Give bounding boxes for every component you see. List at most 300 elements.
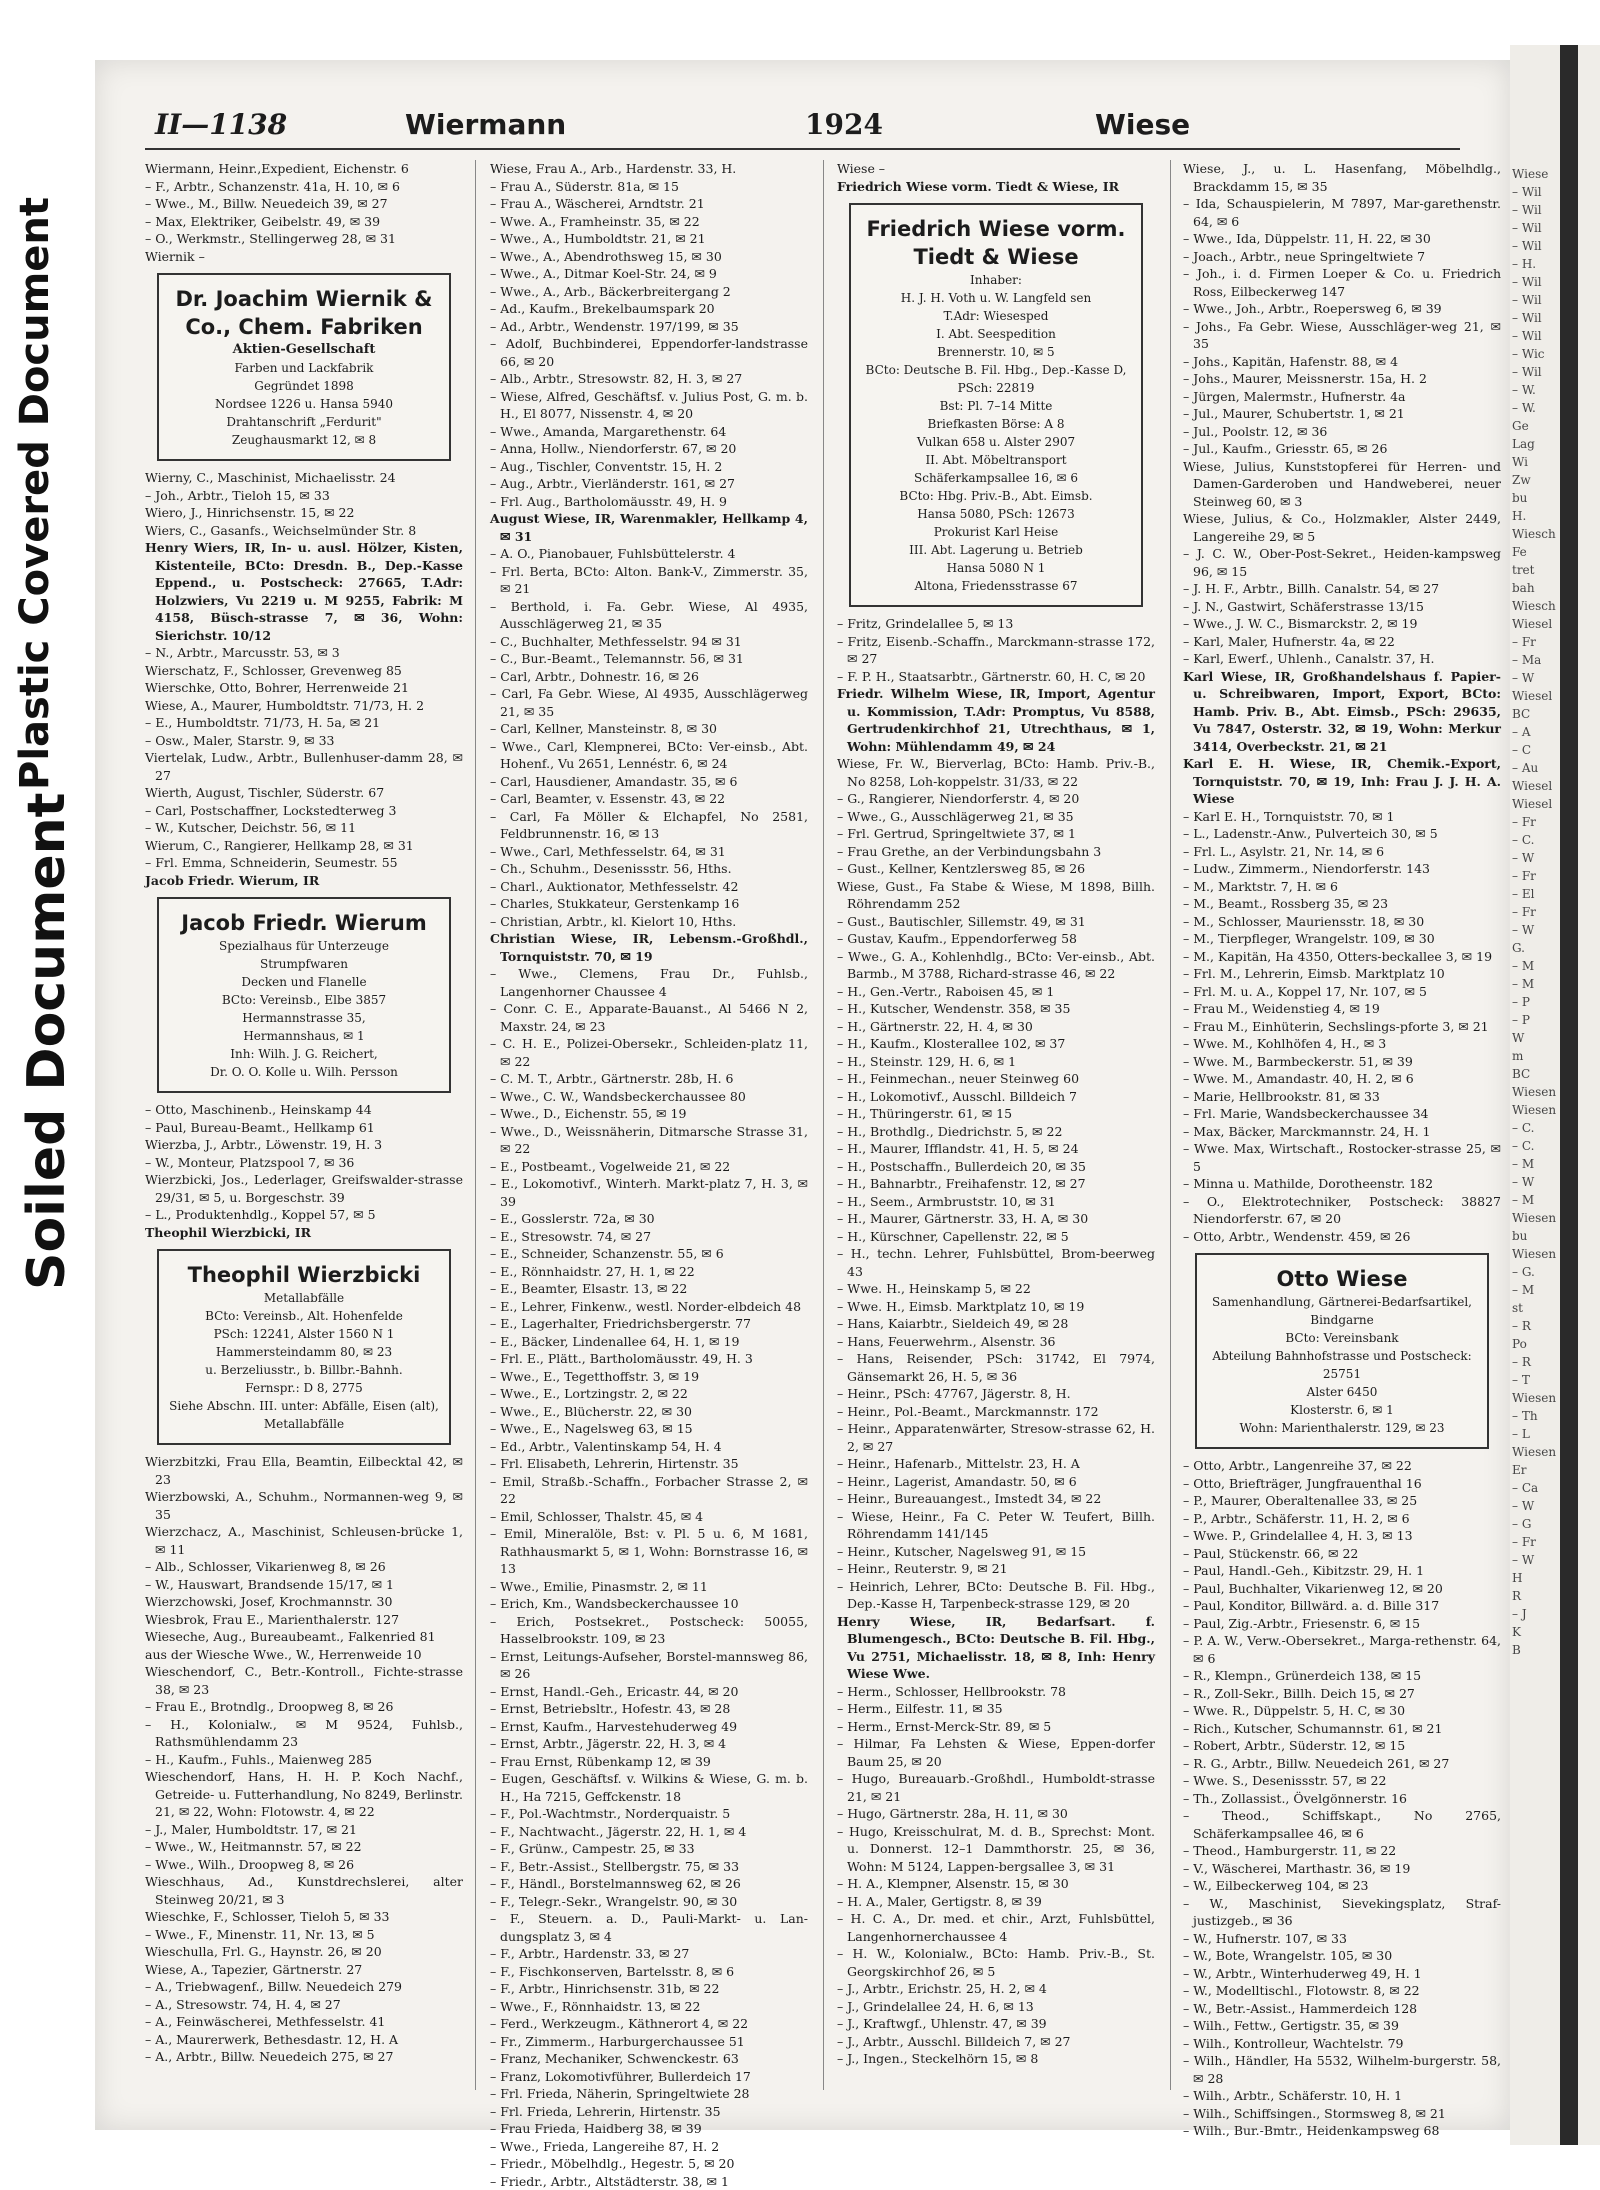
directory-entry: – R., Zoll-Sekr., Billh. Deich 15, ✉ 27 (1183, 1685, 1501, 1703)
edge-text-fragment: R (1512, 1587, 1558, 1605)
ad-line: BCto: Deutsche B. Fil. Hbg., Dep.-Kasse D, PSch: 22819 (859, 361, 1133, 397)
directory-entry: – W., Bote, Wrangelstr. 105, ✉ 30 (1183, 1947, 1501, 1965)
column-separator (823, 160, 824, 2090)
page-header (155, 108, 1450, 148)
edge-text-fragment: – Fr (1512, 813, 1558, 831)
edge-text-fragment: – Fr (1512, 1533, 1558, 1551)
header-name-right: Wiese (1095, 108, 1190, 141)
directory-entry: – Wwe., F., Minenstr. 11, Nr. 13, ✉ 5 (145, 1926, 463, 1944)
directory-entry: – Gust., Kellner, Kentzlersweg 85, ✉ 26 (837, 860, 1155, 878)
directory-entry: – Ludw., Zimmerm., Niendorferstr. 143 (1183, 860, 1501, 878)
directory-entry: – Heinr., PSch: 47767, Jägerstr. 8, H. (837, 1385, 1155, 1403)
directory-entry: – Ferd., Werkzeugm., Käthnerort 4, ✉ 22 (490, 2015, 808, 2033)
directory-entry: – N., Arbtr., Marcusstr. 53, ✉ 3 (145, 644, 463, 662)
edge-text-fragment: – Wil (1512, 363, 1558, 381)
directory-entry: – Anna, Hollw., Niendorferstr. 67, ✉ 20 (490, 440, 808, 458)
edge-text-fragment: – P (1512, 1011, 1558, 1029)
edge-text-fragment: Wiesen (1512, 1083, 1558, 1101)
directory-entry: – E., Stresowstr. 74, ✉ 27 (490, 1228, 808, 1246)
directory-entry: Wiesbrok, Frau E., Marienthalerstr. 127 (145, 1611, 463, 1629)
directory-entry: Karl E. H. Wiese, IR, Chemik.-Export, Tornquiststr. 70, ✉ 19, Inh: Frau J. J. H. A. Wiese (1183, 755, 1501, 808)
directory-entry: – Johs., Maurer, Meissnerstr. 15a, H. 2 (1183, 370, 1501, 388)
directory-entry: – Fritz, Grindelallee 5, ✉ 13 (837, 615, 1155, 633)
ad-line: Spezialhaus für Unterzeuge (167, 937, 441, 955)
directory-entry: – Wilh., Arbtr., Schäferstr. 10, H. 1 (1183, 2087, 1501, 2105)
edge-text-fragment: Po (1512, 1335, 1558, 1353)
edge-text-fragment: – W (1512, 1497, 1558, 1515)
directory-entry: – R. G., Arbtr., Billw. Neuedeich 261, ✉ 27 (1183, 1755, 1501, 1773)
directory-entry: – Minna u. Mathilde, Dorotheenstr. 182 (1183, 1175, 1501, 1193)
ad-line: BCto: Hbg. Priv.-B., Abt. Eimsb. (859, 487, 1133, 505)
edge-text-fragment: Wiesen (1512, 1245, 1558, 1263)
directory-entry: – Wwe. Max, Wirtschaft., Rostocker-strasse 25, ✉ 5 (1183, 1140, 1501, 1175)
directory-entry: – Charl., Auktionator, Methfesselstr. 42 (490, 878, 808, 896)
edge-text-fragment: – Au (1512, 759, 1558, 777)
edge-text-fragment: – Wic (1512, 345, 1558, 363)
directory-entry: – Carl, Fa Möller & Elchapfel, No 2581, Feldbrunnenstr. 16, ✉ 13 (490, 808, 808, 843)
directory-entry: – G., Rangierer, Niendorferstr. 4, ✉ 20 (837, 790, 1155, 808)
directory-entry: – Frl. Frieda, Lehrerin, Hirtenstr. 35 (490, 2103, 808, 2121)
directory-entry: – Wwe., Amanda, Margarethenstr. 64 (490, 423, 808, 441)
edge-text-fragment: K (1512, 1623, 1558, 1641)
directory-entry: – E., Rönnhaidstr. 27, H. 1, ✉ 22 (490, 1263, 808, 1281)
directory-entry: – Karl E. H., Tornquiststr. 70, ✉ 1 (1183, 808, 1501, 826)
directory-entry: – Wwe., A., Ditmar Koel-Str. 24, ✉ 9 (490, 265, 808, 283)
edge-text-fragment: G. (1512, 939, 1558, 957)
directory-entry: – Theod., Hamburgerstr. 11, ✉ 22 (1183, 1842, 1501, 1860)
directory-entry: – Alb., Arbtr., Stresowstr. 82, H. 3, ✉ 27 (490, 370, 808, 388)
directory-entry: – Friedr., Möbelhdlg., Hegestr. 5, ✉ 20 (490, 2155, 808, 2173)
directory-entry: – J. H. F., Arbtr., Billh. Canalstr. 54, ✉ 27 (1183, 580, 1501, 598)
directory-entry: – Frau A., Süderstr. 81a, ✉ 15 (490, 178, 808, 196)
directory-entry: – Heinr., Lagerist, Amandastr. 50, ✉ 6 (837, 1473, 1155, 1491)
edge-text-fragment: Wiese (1512, 165, 1558, 183)
edge-text-fragment: Wiesen (1512, 1209, 1558, 1227)
ad-line: PSch: 12241, Alster 1560 N 1 (167, 1325, 441, 1343)
directory-entry: – H., Steinstr. 129, H. 6, ✉ 1 (837, 1053, 1155, 1071)
directory-entry: Wierzchowski, Josef, Krochmannstr. 30 (145, 1593, 463, 1611)
directory-entry: – H., Gen.-Vertr., Raboisen 45, ✉ 1 (837, 983, 1155, 1001)
directory-entry: – Heinr., Kutscher, Nagelsweg 91, ✉ 15 (837, 1543, 1155, 1561)
scanned-page (95, 60, 1510, 2130)
edge-text-fragment: – Fr (1512, 867, 1558, 885)
directory-entry: Wiese – (837, 160, 1155, 178)
directory-entry: Wiermann, Heinr.,Expedient, Eichenstr. 6 (145, 160, 463, 178)
directory-entry: Henry Wiers, IR, In- u. ausl. Hölzer, Kisten, Kistenteile, BCto: Dresdn. B., Dep.-Kasse Eppend., u. Postscheck: 27665, T.Adr: Holzwiers, Vu 2219 u. M 9255, Fabrik: M 4158, Büsch-strasse 7, ✉ 36, Wohn: Sierichstr. 10/12 (145, 539, 463, 644)
directory-entry: – F., Telegr.-Sekr., Wrangelstr. 90, ✉ 30 (490, 1893, 808, 1911)
directory-entry: – M., Kapitän, Ha 4350, Otters-beckallee 3, ✉ 19 (1183, 948, 1501, 966)
directory-entry: – H., Lokomotivf., Ausschl. Billdeich 7 (837, 1088, 1155, 1106)
edge-text-fragment: H. (1512, 507, 1558, 525)
directory-entry: – Wwe., Joh., Arbtr., Roepersweg 6, ✉ 39 (1183, 300, 1501, 318)
directory-entry: – Frl. L., Asylstr. 21, Nr. 14, ✉ 6 (1183, 843, 1501, 861)
directory-entry: – Hans, Reisender, PSch: 31742, El 7974, Gänsemarkt 26, H. 5, ✉ 36 (837, 1350, 1155, 1385)
ad-wierum (157, 897, 451, 1093)
ad-line: Hansa 5080 N 1 (859, 559, 1133, 577)
directory-entry: Wiese, A., Maurer, Humboldtstr. 71/73, H. 2 (145, 697, 463, 715)
directory-entry: – Heinr., Pol.-Beamt., Marckmannstr. 172 (837, 1403, 1155, 1421)
directory-entry: Wieschendorf, Hans, H. H. P. Koch Nachf., Getreide- u. Futterhandlung, No 8249, Berlinstr. 21, ✉ 22, Wohn: Flotowstr. 4, ✉ 22 (145, 1768, 463, 1821)
directory-entry: Wierzbitzki, Frau Ella, Beamtin, Eilbecktal 42, ✉ 23 (145, 1453, 463, 1488)
directory-entry: Wiero, J., Hinrichsenstr. 15, ✉ 22 (145, 504, 463, 522)
directory-entry: – L., Produktenhdlg., Koppel 57, ✉ 5 (145, 1206, 463, 1224)
directory-entry: – Osw., Maler, Starstr. 9, ✉ 33 (145, 732, 463, 750)
directory-entry: – Wwe., E., Lortzingstr. 2, ✉ 22 (490, 1385, 808, 1403)
directory-entry: – Carl, Kellner, Mansteinstr. 8, ✉ 30 (490, 720, 808, 738)
directory-entry: – Wwe., A., Humboldtstr. 21, ✉ 21 (490, 230, 808, 248)
directory-entry: – Ernst, Betriebsltr., Hofestr. 43, ✉ 28 (490, 1700, 808, 1718)
directory-entry: – Karl, Ewerf., Uhlenh., Canalstr. 37, H. (1183, 650, 1501, 668)
ad-line: Zeughausmarkt 12, ✉ 8 (167, 431, 441, 449)
edge-text-fragment: Wiesch (1512, 525, 1558, 543)
directory-entry: – Frl. Berta, BCto: Alton. Bank-V., Zimmerstr. 35, ✉ 21 (490, 563, 808, 598)
directory-entry: – Heinr., Hafenarb., Mittelstr. 23, H. A (837, 1455, 1155, 1473)
directory-entry: – Wwe., Carl, Klempnerei, BCto: Ver-einsb., Abt. Hohenf., Vu 2651, Lennéstr. 6, ✉ 24 (490, 738, 808, 773)
directory-entry: – Fr., Zimmerm., Harburgerchaussee 51 (490, 2033, 808, 2051)
ad-line: Farben und Lackfabrik (167, 359, 441, 377)
directory-entry: – Wilh., Schiffsingen., Stormsweg 8, ✉ 21 (1183, 2105, 1501, 2123)
ad-friedrich-wiese (849, 203, 1143, 607)
edge-text-fragment: bu (1512, 489, 1558, 507)
directory-entry: – H., techn. Lehrer, Fuhlsbüttel, Brom-beerweg 43 (837, 1245, 1155, 1280)
ad-line: Abteilung Bahnhofstrasse und Postscheck: 25751 (1205, 1347, 1479, 1383)
directory-entry: – W., Maschinist, Sievekingsplatz, Straf-justizgeb., ✉ 36 (1183, 1895, 1501, 1930)
edge-text-fragment: m (1512, 1047, 1558, 1065)
directory-entry: – H., Maurer, Gärtnerstr. 33, H. A, ✉ 30 (837, 1210, 1155, 1228)
ad-line: Strumpfwaren (167, 955, 441, 973)
edge-text-fragment: – M (1512, 975, 1558, 993)
directory-entry: – H. A., Maler, Gertigstr. 8, ✉ 39 (837, 1893, 1155, 1911)
directory-entry: Wiese, A., Tapezier, Gärtnerstr. 27 (145, 1961, 463, 1979)
directory-entry: – Frl. E., Plätt., Bartholomäusstr. 49, H. 3 (490, 1350, 808, 1368)
plastic-covered-label: Plastic Covered Document (12, 197, 58, 790)
directory-entry: – C., Bur.-Beamt., Telemannstr. 56, ✉ 31 (490, 650, 808, 668)
directory-entry: – W., Eilbeckerweg 104, ✉ 23 (1183, 1877, 1501, 1895)
header-name-left: Wiermann (405, 108, 566, 141)
directory-entry: – Wwe. M., Kohlhöfen 4, H., ✉ 3 (1183, 1035, 1501, 1053)
ad-line: Metallabfälle (167, 1289, 441, 1307)
directory-entry: – Frl. Marie, Wandsbeckerchaussee 34 (1183, 1105, 1501, 1123)
directory-entry: – Wwe., E., Tegetthoffstr. 3, ✉ 19 (490, 1368, 808, 1386)
directory-entry: Wieschhaus, Ad., Kunstdrechslerei, alter Steinweg 20/21, ✉ 3 (145, 1873, 463, 1908)
directory-entry: – Hugo, Bureauarb.-Großhdl., Humboldt-strasse 21, ✉ 21 (837, 1770, 1155, 1805)
directory-entry: – J., Grindelallee 24, H. 6, ✉ 13 (837, 1998, 1155, 2016)
directory-entry: – H., Brothdlg., Diedrichstr. 5, ✉ 22 (837, 1123, 1155, 1141)
edge-text-fragment: – Wil (1512, 273, 1558, 291)
edge-text-fragment: – El (1512, 885, 1558, 903)
edge-text-fragment: – P (1512, 993, 1558, 1011)
directory-entry: Wierzba, J., Arbtr., Löwenstr. 19, H. 3 (145, 1136, 463, 1154)
directory-entry: – Carl, Beamter, v. Essenstr. 43, ✉ 22 (490, 790, 808, 808)
directory-entry: – Carl, Arbtr., Dohnestr. 16, ✉ 26 (490, 668, 808, 686)
directory-entry: – E., Humboldtstr. 71/73, H. 5a, ✉ 21 (145, 714, 463, 732)
column-1 (145, 160, 463, 2090)
edge-text-fragment: – G. (1512, 1263, 1558, 1281)
directory-entry: – Frau E., Brotndlg., Droopweg 8, ✉ 26 (145, 1698, 463, 1716)
directory-entry: Karl Wiese, IR, Großhandelshaus f. Papier- u. Schreibwaren, Import, Export, BCto: Hamb. Priv. B., Abt. Eimsb., PSch: 29635, Vu 7847, Osterstr. 32, ✉ 19, Wohn: Merkur 3414, Overbeckstr. 21, ✉ 21 (1183, 668, 1501, 756)
directory-entry: – H., Feinmechan., neuer Steinweg 60 (837, 1070, 1155, 1088)
directory-entry: – H. W., Kolonialw., BCto: Hamb. Priv.-B., St. Georgskirchhof 26, ✉ 5 (837, 1945, 1155, 1980)
directory-entry: – W., Modelltischl., Flotowstr. 8, ✉ 22 (1183, 1982, 1501, 2000)
directory-entry: aus der Wiesche Wwe., W., Herrenweide 10 (145, 1646, 463, 1664)
directory-entry: – E., Lagerhalter, Friedrichsbergerstr. 77 (490, 1315, 808, 1333)
directory-entry: – W., Betr.-Assist., Hammerdeich 128 (1183, 2000, 1501, 2018)
edge-text-fragment: BC (1512, 705, 1558, 723)
directory-entry: – F., Betr.-Assist., Stellbergstr. 75, ✉ 33 (490, 1858, 808, 1876)
directory-entry: – Otto, Briefträger, Jungfrauenthal 16 (1183, 1475, 1501, 1493)
directory-entry: – Hugo, Kreisschulrat, M. d. B., Sprechst: Mont. u. Donnerst. 12–1 Dammthorstr. 25, ✉ 36, Wohn: M 5124, Lappen-bergsallee 3, ✉ 31 (837, 1823, 1155, 1876)
directory-entry: – Wwe., C. W., Wandsbeckerchaussee 80 (490, 1088, 808, 1106)
edge-text-fragment: – W (1512, 921, 1558, 939)
ad-line: u. Berzeliusstr., b. Billbr.-Bahnh. (167, 1361, 441, 1379)
directory-entry: – Wilh., Bur.-Bmtr., Heidenkampsweg 68 (1183, 2122, 1501, 2140)
directory-entry: – E., Beamter, Elsastr. 13, ✉ 22 (490, 1280, 808, 1298)
directory-entry: – E., Lokomotivf., Winterh. Markt-platz 7, H. 3, ✉ 39 (490, 1175, 808, 1210)
directory-entry: – Ad., Kaufm., Brekelbaumspark 20 (490, 300, 808, 318)
directory-entry: – Wwe., Emilie, Pinasmstr. 2, ✉ 11 (490, 1578, 808, 1596)
directory-entry: – Paul, Buchhalter, Vikarienweg 12, ✉ 20 (1183, 1580, 1501, 1598)
directory-entry: Henry Wiese, IR, Bedarfsart. f. Blumengesch., BCto: Deutsche B. Fil. Hbg., Vu 2751, Michaelisstr. 18, ✉ 8, Inh: Henry Wiese Wwe. (837, 1613, 1155, 1683)
directory-entry: – Frl. Gertrud, Springeltwiete 37, ✉ 1 (837, 825, 1155, 843)
directory-entry: – F., Nachtwacht., Jägerstr. 22, H. 1, ✉ 4 (490, 1823, 808, 1841)
directory-entry: – Otto, Arbtr., Wendenstr. 459, ✉ 26 (1183, 1228, 1501, 1246)
directory-entry: Wiers, C., Gasanfs., Weichselmünder Str. 8 (145, 522, 463, 540)
directory-entry: – Wwe., G. A., Kohlenhdlg., BCto: Ver-einsb., Abt. Barmb., M 3788, Richard-strasse 46, ✉ 22 (837, 948, 1155, 983)
directory-entry: Wierum, C., Rangierer, Hellkamp 28, ✉ 31 (145, 837, 463, 855)
directory-entry: – H., Maurer, Ifflandstr. 41, H. 5, ✉ 24 (837, 1140, 1155, 1158)
directory-entry: – C., Buchhalter, Methfesselstr. 94 ✉ 31 (490, 633, 808, 651)
directory-entry: Wiese, Gust., Fa Stabe & Wiese, M 1898, Billh. Röhrendamm 252 (837, 878, 1155, 913)
edge-text-fragment: – W (1512, 1551, 1558, 1569)
directory-entry: – Erich, Km., Wandsbeckerchaussee 10 (490, 1595, 808, 1613)
directory-entry: – Wwe. H., Heinskamp 5, ✉ 22 (837, 1280, 1155, 1298)
directory-entry: – Emil, Straßb.-Schaffn., Forbacher Strasse 2, ✉ 22 (490, 1473, 808, 1508)
edge-text-fragment: – Ma (1512, 651, 1558, 669)
directory-entry: – H., Seem., Armbruststr. 10, ✉ 31 (837, 1193, 1155, 1211)
edge-text-fragment: – C. (1512, 1119, 1558, 1137)
directory-entry: – Ad., Arbtr., Wendenstr. 197/199, ✉ 35 (490, 318, 808, 336)
ad-line: Briefkasten Börse: A 8 (859, 415, 1133, 433)
edge-text-fragment: – M (1512, 1281, 1558, 1299)
column-2 (490, 160, 808, 2090)
ad-line: I. Abt. Seespedition (859, 325, 1133, 343)
column-separator (1170, 160, 1171, 2090)
directory-entry: – Wwe., D., Weissnäherin, Ditmarsche Strasse 31, ✉ 22 (490, 1123, 808, 1158)
directory-entry: – Wiese, Heinr., Fa C. Peter W. Teufert, Billh. Röhrendamm 141/145 (837, 1508, 1155, 1543)
ad-line: Dr. O. O. Kolle u. Wilh. Persson (167, 1063, 441, 1081)
edge-text-fragment: Er (1512, 1461, 1558, 1479)
directory-entry: – Franz, Mechaniker, Schwenckestr. 63 (490, 2050, 808, 2068)
directory-entry: – J. C. W., Ober-Post-Sekret., Heiden-kampsweg 96, ✉ 15 (1183, 545, 1501, 580)
edge-text-fragment: – Ca (1512, 1479, 1558, 1497)
ad-line: BCto: Vereinsb., Elbe 3857 (167, 991, 441, 1009)
directory-entry: – Wwe., E., Nagelsweg 63, ✉ 15 (490, 1420, 808, 1438)
directory-entry: – Ed., Arbtr., Valentinskamp 54, H. 4 (490, 1438, 808, 1456)
directory-entry: – Frl. Emma, Schneiderin, Seumestr. 55 (145, 854, 463, 872)
directory-entry: – Paul, Handl.-Geh., Kibitzstr. 29, H. 1 (1183, 1562, 1501, 1580)
directory-entry: – Charles, Stukkateur, Gerstenkamp 16 (490, 895, 808, 913)
edge-text-fragment: Wi (1512, 453, 1558, 471)
directory-entry: – Rich., Kutscher, Schumannstr. 61, ✉ 21 (1183, 1720, 1501, 1738)
directory-entry: – Frau A., Wäscherei, Arndtstr. 21 (490, 195, 808, 213)
directory-entry: Friedrich Wiese vorm. Tiedt & Wiese, IR (837, 178, 1155, 196)
directory-entry: – Johs., Fa Gebr. Wiese, Ausschläger-weg 21, ✉ 35 (1183, 318, 1501, 353)
edge-text-fragment: – Wil (1512, 237, 1558, 255)
directory-entry: – C. M. T., Arbtr., Gärtnerstr. 28b, H. 6 (490, 1070, 808, 1088)
directory-entry: – Heinr., Apparatenwärter, Stresow-strasse 62, H. 2, ✉ 27 (837, 1420, 1155, 1455)
edge-text-fragment: – W (1512, 849, 1558, 867)
directory-entry: – W., Kutscher, Deichstr. 56, ✉ 11 (145, 819, 463, 837)
edge-text-fragment: – H. (1512, 255, 1558, 273)
directory-entry: – Wwe. M., Amandastr. 40, H. 2, ✉ 6 (1183, 1070, 1501, 1088)
directory-entry: Wiese, J., u. L. Hasenfang, Möbelhdlg., Brackdamm 15, ✉ 35 (1183, 160, 1501, 195)
directory-entry: – Carl, Hausdiener, Amandastr. 35, ✉ 6 (490, 773, 808, 791)
directory-entry: Wierny, C., Maschinist, Michaelisstr. 24 (145, 469, 463, 487)
directory-entry: – R., Klempn., Grünerdeich 138, ✉ 15 (1183, 1667, 1501, 1685)
column-separator (475, 160, 476, 2090)
edge-text-fragment: – T (1512, 1371, 1558, 1389)
directory-entry: – Robert, Arbtr., Süderstr. 12, ✉ 15 (1183, 1737, 1501, 1755)
directory-entry: – Johs., Kapitän, Hafenstr. 88, ✉ 4 (1183, 353, 1501, 371)
directory-entry: – Fritz, Eisenb.-Schaffn., Marckmann-strasse 172, ✉ 27 (837, 633, 1155, 668)
directory-entry: – Wwe., Wilh., Droopweg 8, ✉ 26 (145, 1856, 463, 1874)
directory-entry: – M., Tierpfleger, Wrangelstr. 109, ✉ 30 (1183, 930, 1501, 948)
directory-entry: – Carl, Postschaffner, Lockstedterweg 3 (145, 802, 463, 820)
directory-entry: – Paul, Zig.-Arbtr., Friesenstr. 6, ✉ 15 (1183, 1615, 1501, 1633)
directory-entry: – V., Wäscherei, Marthastr. 36, ✉ 19 (1183, 1860, 1501, 1878)
directory-entry: – M., Beamt., Rossberg 35, ✉ 23 (1183, 895, 1501, 913)
edge-text-fragment: – Wil (1512, 201, 1558, 219)
header-rule (145, 148, 1460, 150)
edge-text-fragment: bu (1512, 1227, 1558, 1245)
directory-entry: – A. O., Pianobauer, Fuhlsbüttelerstr. 4 (490, 545, 808, 563)
directory-entry: – Wwe., G., Ausschlägerweg 21, ✉ 35 (837, 808, 1155, 826)
directory-entry: – C. H. E., Polizei-Obersekr., Schleiden-platz 11, ✉ 22 (490, 1035, 808, 1070)
directory-entry: – Wwe. H., Eimsb. Marktplatz 10, ✉ 19 (837, 1298, 1155, 1316)
directory-entry: Wiese, Fr. W., Bierverlag, BCto: Hamb. Priv.-B., No 8258, Loh-koppelstr. 31/33, ✉ 22 (837, 755, 1155, 790)
edge-text-fragment: Fe (1512, 543, 1558, 561)
directory-entry: – H., Kaufm., Fuhls., Maienweg 285 (145, 1751, 463, 1769)
ad-line: Inh: Wilh. J. G. Reichert, (167, 1045, 441, 1063)
directory-entry: – A., Maurerwerk, Bethesdastr. 12, H. A (145, 2031, 463, 2049)
edge-text-fragment: – Wil (1512, 183, 1558, 201)
directory-entry: – F., Arbtr., Schanzenstr. 41a, H. 10, ✉ 6 (145, 178, 463, 196)
directory-entry: – Joh., Arbtr., Tieloh 15, ✉ 33 (145, 487, 463, 505)
edge-text-fragment: – Wil (1512, 327, 1558, 345)
directory-entry: – Hilmar, Fa Lehsten & Wiese, Eppen-dorfer Baum 25, ✉ 20 (837, 1735, 1155, 1770)
ad-title: Otto Wiese (1205, 1265, 1479, 1293)
edge-text-fragment: – Th (1512, 1407, 1558, 1425)
directory-entry: – Berthold, i. Fa. Gebr. Wiese, Al 4935, Ausschlägerweg 21, ✉ 35 (490, 598, 808, 633)
edge-text-fragment: Wiesch (1512, 597, 1558, 615)
edge-text-fragment: Lag (1512, 435, 1558, 453)
directory-entry: – Wwe., D., Eichenstr. 55, ✉ 19 (490, 1105, 808, 1123)
directory-entry: – Herm., Eilfestr. 11, ✉ 35 (837, 1700, 1155, 1718)
directory-entry: – J. N., Gastwirt, Schäferstrasse 13/15 (1183, 598, 1501, 616)
edge-text-fragment: – Wil (1512, 309, 1558, 327)
directory-entry: – Ernst, Arbtr., Jägerstr. 22, H. 3, ✉ 4 (490, 1735, 808, 1753)
ad-title: Friedrich Wiese vorm. Tiedt & Wiese (859, 215, 1133, 271)
edge-text-fragment: bah (1512, 579, 1558, 597)
directory-entry: – Otto, Maschinenb., Heinskamp 44 (145, 1101, 463, 1119)
edge-text-fragment: W (1512, 1029, 1558, 1047)
directory-entry: – M., Schlosser, Mauriensstr. 18, ✉ 30 (1183, 913, 1501, 931)
ad-line: Siehe Abschn. III. unter: Abfälle, Eisen (alt), Metallabfälle (167, 1397, 441, 1433)
edge-text-fragment: Wiesel (1512, 777, 1558, 795)
ad-line: Brennerstr. 10, ✉ 5 (859, 343, 1133, 361)
left-margin (0, 0, 95, 2177)
edge-text-fragment: – L (1512, 1425, 1558, 1443)
directory-entry: – A., Arbtr., Billw. Neuedeich 275, ✉ 27 (145, 2048, 463, 2066)
directory-entry: – Wwe. S., Desenissstr. 57, ✉ 22 (1183, 1772, 1501, 1790)
directory-entry: – J., Kraftwgf., Uhlenstr. 47, ✉ 39 (837, 2015, 1155, 2033)
ad-line: BCto: Vereinsbank (1205, 1329, 1479, 1347)
ad-line: Nordsee 1226 u. Hansa 5940 (167, 395, 441, 413)
directory-entry: – Aug., Tischler, Conventstr. 15, H. 2 (490, 458, 808, 476)
directory-entry: Wieschke, F., Schlosser, Tieloh 5, ✉ 33 (145, 1908, 463, 1926)
directory-entry: – L., Ladenstr.-Anw., Pulverteich 30, ✉ 5 (1183, 825, 1501, 843)
directory-entry: – H., Kolonialw., ✉ M 9524, Fuhlsb., Rathsmühlendamm 23 (145, 1716, 463, 1751)
edge-text-fragment: – C. (1512, 831, 1558, 849)
directory-entry: – Jul., Kaufm., Griesstr. 65, ✉ 26 (1183, 440, 1501, 458)
directory-entry: – Jürgen, Malermstr., Hufnerstr. 4a (1183, 388, 1501, 406)
edge-text-fragment: – W. (1512, 399, 1558, 417)
directory-entry: – Ernst, Leitungs-Aufseher, Borstel-mannsweg 86, ✉ 26 (490, 1648, 808, 1683)
directory-entry: – Wiese, Alfred, Geschäftsf. v. Julius Post, G. m. b. H., El 8077, Nissenstr. 4, ✉ 20 (490, 388, 808, 423)
directory-entry: – H., Postschaffn., Bullerdeich 20, ✉ 35 (837, 1158, 1155, 1176)
ad-line: Vulkan 658 u. Alster 2907 (859, 433, 1133, 451)
edge-text-fragment: st (1512, 1299, 1558, 1317)
edge-text-fragment: Wiesen (1512, 1443, 1558, 1461)
directory-entry: – H., Gärtnerstr. 22, H. 4, ✉ 30 (837, 1018, 1155, 1036)
ad-line: III. Abt. Lagerung u. Betrieb (859, 541, 1133, 559)
edge-text-fragment: – M (1512, 1155, 1558, 1173)
ad-line: Alster 6450 (1205, 1383, 1479, 1401)
directory-entry: – Wwe., M., Billw. Neuedeich 39, ✉ 27 (145, 195, 463, 213)
directory-entry: – W., Monteur, Platzspool 7, ✉ 36 (145, 1154, 463, 1172)
directory-entry: – J., Maler, Humboldtstr. 17, ✉ 21 (145, 1821, 463, 1839)
edge-text-fragment: Wiesel (1512, 795, 1558, 813)
ad-line: Altona, Friedensstrasse 67 (859, 577, 1133, 595)
directory-entry: Friedr. Wilhelm Wiese, IR, Import, Agentur u. Kommission, T.Adr: Promptus, Vu 8588, Gertrudenkirchhof 21, Utrechthaus, ✉ 1, Wohn: Mühlendamm 49, ✉ 24 (837, 685, 1155, 755)
column-4 (1183, 160, 1501, 2090)
directory-entry: – Jul., Poolstr. 12, ✉ 36 (1183, 423, 1501, 441)
ad-line: Prokurist Karl Heise (859, 523, 1133, 541)
ad-line: T.Adr: Wiesesped (859, 307, 1133, 325)
directory-entry: – Ernst, Kaufm., Harvestehuderweg 49 (490, 1718, 808, 1736)
edge-text-fragment: – C (1512, 741, 1558, 759)
ad-line: Bst: Pl. 7–14 Mitte (859, 397, 1133, 415)
ad-wierzbicki (157, 1249, 451, 1445)
directory-entry: – Wwe., A., Abendrothsweg 15, ✉ 30 (490, 248, 808, 266)
directory-entry: – F., Fischkonserven, Bartelsstr. 8, ✉ 6 (490, 1963, 808, 1981)
directory-entry: Wiese, Julius, Kunststopferei für Herren- und Damen-Garderoben und Handweberei, neuer Steinweg 60, ✉ 3 (1183, 458, 1501, 511)
directory-entry: – Frl. M. u. A., Koppel 17, Nr. 107, ✉ 5 (1183, 983, 1501, 1001)
directory-entry: – H., Bahnarbtr., Freihafenstr. 12, ✉ 27 (837, 1175, 1155, 1193)
edge-text-fragment: – Fr (1512, 633, 1558, 651)
directory-entry: – F., Arbtr., Hinrichsenstr. 31b, ✉ 22 (490, 1980, 808, 1998)
directory-entry: Wierzchacz, A., Maschinist, Schleusen-brücke 1, ✉ 11 (145, 1523, 463, 1558)
directory-entry: Wiese, Julius, & Co., Holzmakler, Alster 2449, Langereihe 29, ✉ 5 (1183, 510, 1501, 545)
ad-line: Fernspr.: D 8, 2775 (167, 1379, 441, 1397)
directory-entry: – Carl, Fa Gebr. Wiese, Al 4935, Ausschlägerweg 21, ✉ 35 (490, 685, 808, 720)
binding-shadow (1560, 45, 1578, 2145)
directory-entry: – J., Arbtr., Erichstr. 25, H. 2, ✉ 4 (837, 1980, 1155, 1998)
directory-entry: – Emil, Mineralöle, Bst: v. Pl. 5 u. 6, M 1681, Rathhausmarkt 5, ✉ 1, Wohn: Bornstrasse 16, ✉ 13 (490, 1525, 808, 1578)
directory-entry: – A., Triebwagenf., Billw. Neuedeich 279 (145, 1978, 463, 1996)
directory-entry: – Otto, Arbtr., Langenreihe 37, ✉ 22 (1183, 1457, 1501, 1475)
next-page-edge (1510, 45, 1600, 2145)
